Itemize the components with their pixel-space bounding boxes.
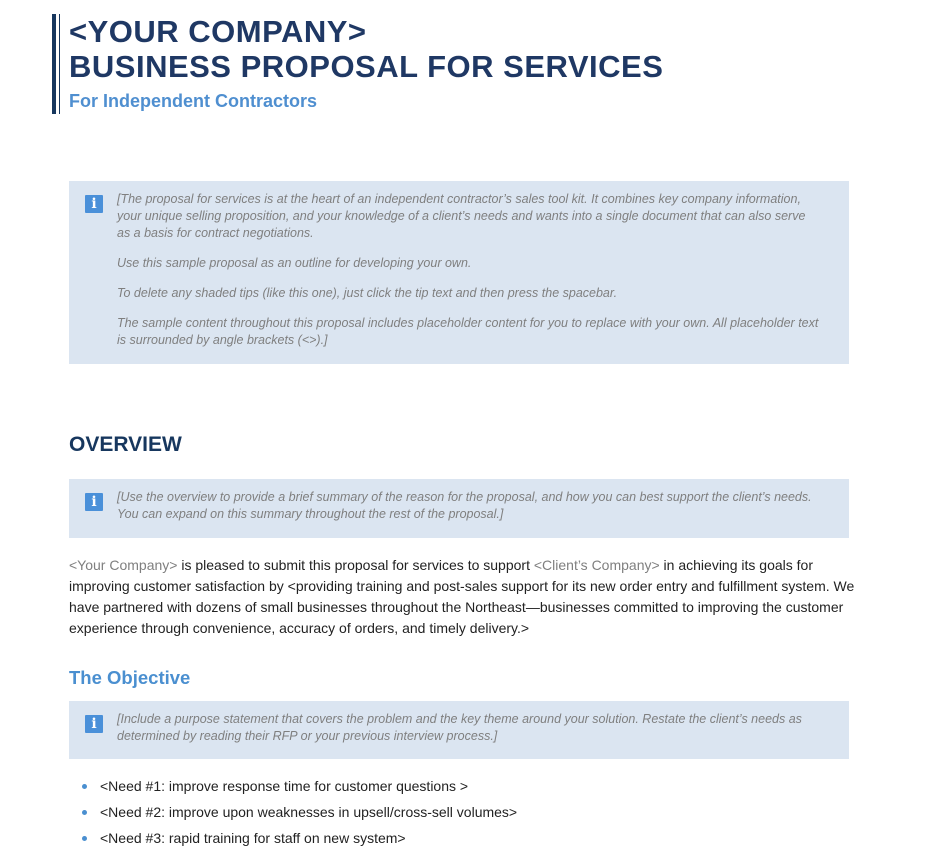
needs-list — [80, 777, 517, 855]
tip-paragraph: [Include a purpose statement that covers the problem and the key theme around your solution. Restate the client’s needs as determined by reading their RFP or your previous interview process.] — [117, 712, 802, 743]
objective-tip-box[interactable] — [69, 701, 849, 759]
overview-paragraph[interactable] — [69, 555, 859, 639]
tip-paragraph: The sample content throughout this proposal includes placeholder content for you to replace with your own. All placeholder text is surrounded by angle brackets (<>).] — [117, 316, 819, 347]
company-name-title[interactable]: <YOUR COMPANY> — [69, 14, 367, 49]
tip-paragraph: Use this sample proposal as an outline for developing your own. — [117, 256, 472, 270]
list-item-text: <Need #1: improve response time for customer questions > — [100, 778, 469, 794]
overview-heading[interactable]: OVERVIEW — [69, 433, 182, 456]
bullet-icon — [82, 836, 87, 841]
client-placeholder: <Client’s Company> — [533, 557, 660, 573]
info-icon: i — [85, 715, 103, 733]
company-placeholder: <Your Company> — [69, 557, 178, 573]
overview-tip-box[interactable] — [69, 479, 849, 538]
tip-paragraph: [The proposal for services is at the heart of an independent contractor’s sales tool kit. It combines key company information, your unique selling proposition, and your knowledge of a client’s needs and wants into a single document that can also serve as a basis for contract negotiations. — [117, 192, 806, 240]
document-title[interactable]: BUSINESS PROPOSAL FOR SERVICES — [69, 49, 664, 84]
paragraph-text: in achieving its goals for improving customer satisfaction by <providing training and post-sales support for its new order entry and fulfillment system. We have partnered with dozens of small businesses throughout the Northeast—businesses committed to improving the customer experience through convenience, accuracy of orders, and timely delivery.> — [69, 557, 855, 636]
document-subtitle[interactable]: For Independent Contractors — [69, 91, 318, 111]
bullet-icon — [82, 784, 87, 789]
list-item-text: <Need #3: rapid training for staff on new system> — [100, 830, 406, 846]
list-item[interactable] — [80, 777, 517, 795]
list-item[interactable] — [80, 803, 517, 821]
bullet-icon — [82, 810, 87, 815]
tip-paragraph: To delete any shaded tips (like this one), just click the tip text and then press the spacebar. — [117, 286, 618, 300]
objective-heading[interactable]: The Objective — [69, 667, 191, 688]
tip-paragraph: [Use the overview to provide a brief summary of the reason for the proposal, and how you can best support the client’s needs. You can expand on this summary throughout the rest of the proposal.] — [117, 490, 812, 521]
intro-tip-box[interactable] — [69, 181, 849, 364]
document-title-block — [52, 14, 663, 114]
list-item[interactable] — [80, 829, 517, 847]
info-icon: i — [85, 195, 103, 213]
paragraph-text: is pleased to submit this proposal for services to support — [177, 557, 534, 573]
list-item-text: <Need #2: improve upon weaknesses in upsell/cross-sell volumes> — [100, 804, 518, 820]
info-icon: i — [85, 493, 103, 511]
